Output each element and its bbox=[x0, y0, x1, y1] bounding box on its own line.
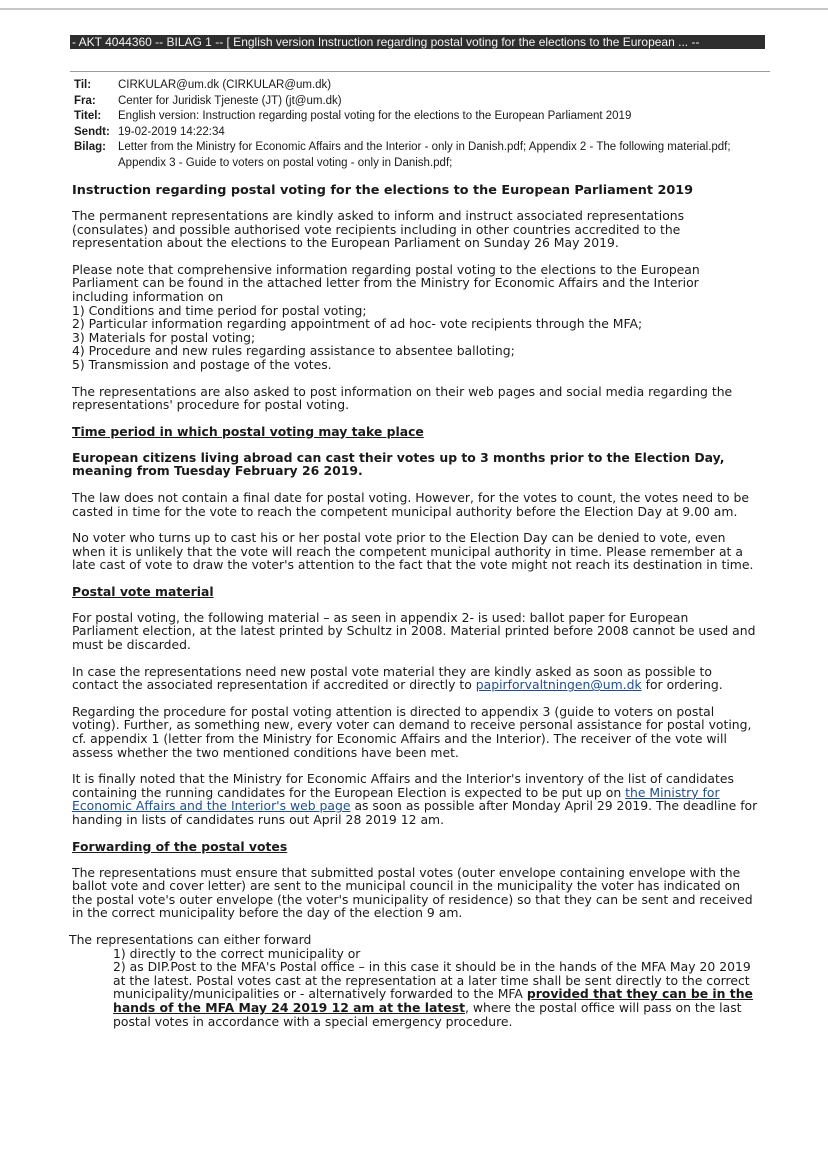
header-key: Til: bbox=[74, 79, 92, 91]
paragraph-text: In case the representations need new postal vote material they are kindly asked as soon as possible to contact the associated representation if accredited or directly to bbox=[72, 663, 712, 693]
paragraph: The representations are also asked to post information on their web pages and social media regarding the representations' procedure for postal voting. bbox=[72, 383, 733, 413]
email-header bbox=[74, 78, 734, 171]
paragraph: For postal voting, the following material – as seen in appendix 2- is used: ballot paper for European Parliament election, at the latest printed by Schultz in 2008. Material printed before 2008 cannot be used and must be discarded. bbox=[72, 609, 756, 653]
document-title: Instruction regarding postal voting for the elections to the European Parliament 2019 bbox=[72, 183, 694, 198]
paragraph: The permanent representations are kindly asked to inform and instruct associated representations (consulates) and possible authorised vote recipients including in other countries accredited to the representation about the elections to the European Parliament on Sunday 26 May 2019. bbox=[72, 208, 685, 251]
list-item: 2) Particular information regarding appointment of ad hoc- vote recipients through the MFA; bbox=[72, 316, 643, 332]
header-value: Letter from the Ministry for Economic Affairs and the Interior - only in Danish.pdf; Appendix 2 - The following material.pdf; Appendix 3 - Guide to voters on postal voting - only in Danish.pdf; bbox=[118, 141, 731, 169]
emphasis-text: provided that they can be in the hands of the MFA May 24 2019 12 am at the latest bbox=[113, 986, 753, 1015]
paragraph: Regarding the procedure for postal voting attention is directed to appendix 3 (guide to voters on postal voting). Further, as something new, every voter can demand to receive personal assistance for postal voting, cf. appendix 1 (letter from the Ministry for Economic Affairs and the Interior). The receiver of the vote will assess whether the two mentioned conditions have been met. bbox=[72, 703, 752, 760]
header-value: Center for Juridisk Tjeneste (JT) (jt@um.dk) bbox=[118, 94, 342, 107]
header-key: Fra: bbox=[74, 94, 96, 107]
paragraph-text: for ordering. bbox=[641, 677, 723, 693]
email-link[interactable]: papirforvaltningen@um.dk bbox=[475, 677, 642, 693]
header-divider bbox=[70, 71, 770, 72]
paragraph-with-list bbox=[72, 263, 758, 372]
paragraph-text: as soon as possible after Monday April 29 2019. The deadline for handing in lists of candidates runs out April 28 2019 12 am. bbox=[72, 798, 758, 827]
paragraph-text: The representations can either forward bbox=[69, 931, 312, 947]
paragraph bbox=[72, 665, 758, 692]
scan-top-line bbox=[0, 8, 828, 10]
document-banner: - AKT 4044360 -- BILAG 1 -- [ English version Instruction regarding postal voting for the elections to the European ... -- bbox=[70, 35, 765, 49]
section-heading: Postal vote material bbox=[72, 583, 214, 599]
header-row-from bbox=[74, 94, 734, 110]
header-value: English version: Instruction regarding postal voting for the elections to the European Parliament 2019 bbox=[118, 110, 632, 122]
section-heading: Forwarding of the postal votes bbox=[72, 838, 288, 854]
list-item-text: 2) as DIP.Post to the MFA's Postal office – in this case it should be in the hands of the MFA May 20 2019 at the latest. Postal votes cast at the representation at a later time shall be sent directly to the correct municipality/municipalities or - alternatively forwarded to the MFA bbox=[113, 959, 751, 1002]
list-item bbox=[69, 960, 758, 1028]
paragraph: The law does not contain a final date for postal voting. However, for the votes to count, the votes need to be casted in time for the vote to reach the competent municipal authority before the Election Day at 9.00 am. bbox=[72, 489, 749, 519]
list-item: 1) Conditions and time period for postal voting; bbox=[72, 302, 367, 318]
paragraph bbox=[72, 772, 758, 826]
ministry-web-page-link[interactable]: the Ministry for Economic Affairs and the Interior's web page bbox=[72, 784, 720, 814]
letter-body bbox=[69, 183, 758, 1041]
paragraph-with-list bbox=[69, 933, 758, 1028]
list-item: 5) Transmission and postage of the votes. bbox=[72, 356, 332, 372]
header-row-title bbox=[74, 109, 734, 125]
list-item: 3) Materials for postal voting; bbox=[72, 329, 256, 345]
paragraph-text: Please note that comprehensive information regarding postal voting to the elections to the European Parliament can be found in the attached letter from the Ministry for Economic Affairs and the Interior including information on bbox=[72, 261, 700, 304]
header-row-sent bbox=[74, 125, 734, 141]
paragraph-text: It is finally noted that the Ministry for Economic Affairs and the Interior's inventory of the list of candidates containing the running candidates for the European Election is expected to be put up on bbox=[72, 771, 734, 800]
header-key: Sendt: bbox=[74, 125, 110, 138]
header-key: Bilag: bbox=[74, 141, 106, 153]
list-item: 4) Procedure and new rules regarding assistance to absentee balloting; bbox=[72, 343, 515, 359]
list-item: 1) directly to the correct municipality or bbox=[113, 945, 361, 961]
header-key: Titel: bbox=[74, 110, 102, 122]
section-heading: Time period in which postal voting may take place bbox=[72, 423, 424, 439]
paragraph-bold: European citizens living abroad can cast their votes up to 3 months prior to the Election Day, meaning from Tuesday February 26 2019. bbox=[72, 449, 725, 479]
list-item-text: , where the postal office will pass on the last postal votes in accordance with a special emergency procedure. bbox=[113, 999, 742, 1029]
header-value: 19-02-2019 14:22:34 bbox=[118, 125, 225, 138]
paragraph: No voter who turns up to cast his or her postal vote prior to the Election Day can be denied to vote, even when it is unlikely that the vote will reach the competent municipal authority in time. Please remember at a late cast of vote to draw the voter's attention to the fact that the vote might not reach its destination in time. bbox=[72, 530, 754, 573]
paragraph: The representations must ensure that submitted postal votes (outer envelope containing envelope with the ballot vote and cover letter) are sent to the municipal council in the municipality the voter has indicated on the postal vote's outer envelope (the voter's municipality of residence) so that they can be sent and received in the correct municipality before the day of the election 9 am. bbox=[72, 864, 753, 921]
header-value: CIRKULAR@um.dk (CIRKULAR@um.dk) bbox=[118, 79, 332, 91]
header-row-attachments bbox=[74, 140, 734, 171]
header-row-to bbox=[74, 78, 734, 94]
